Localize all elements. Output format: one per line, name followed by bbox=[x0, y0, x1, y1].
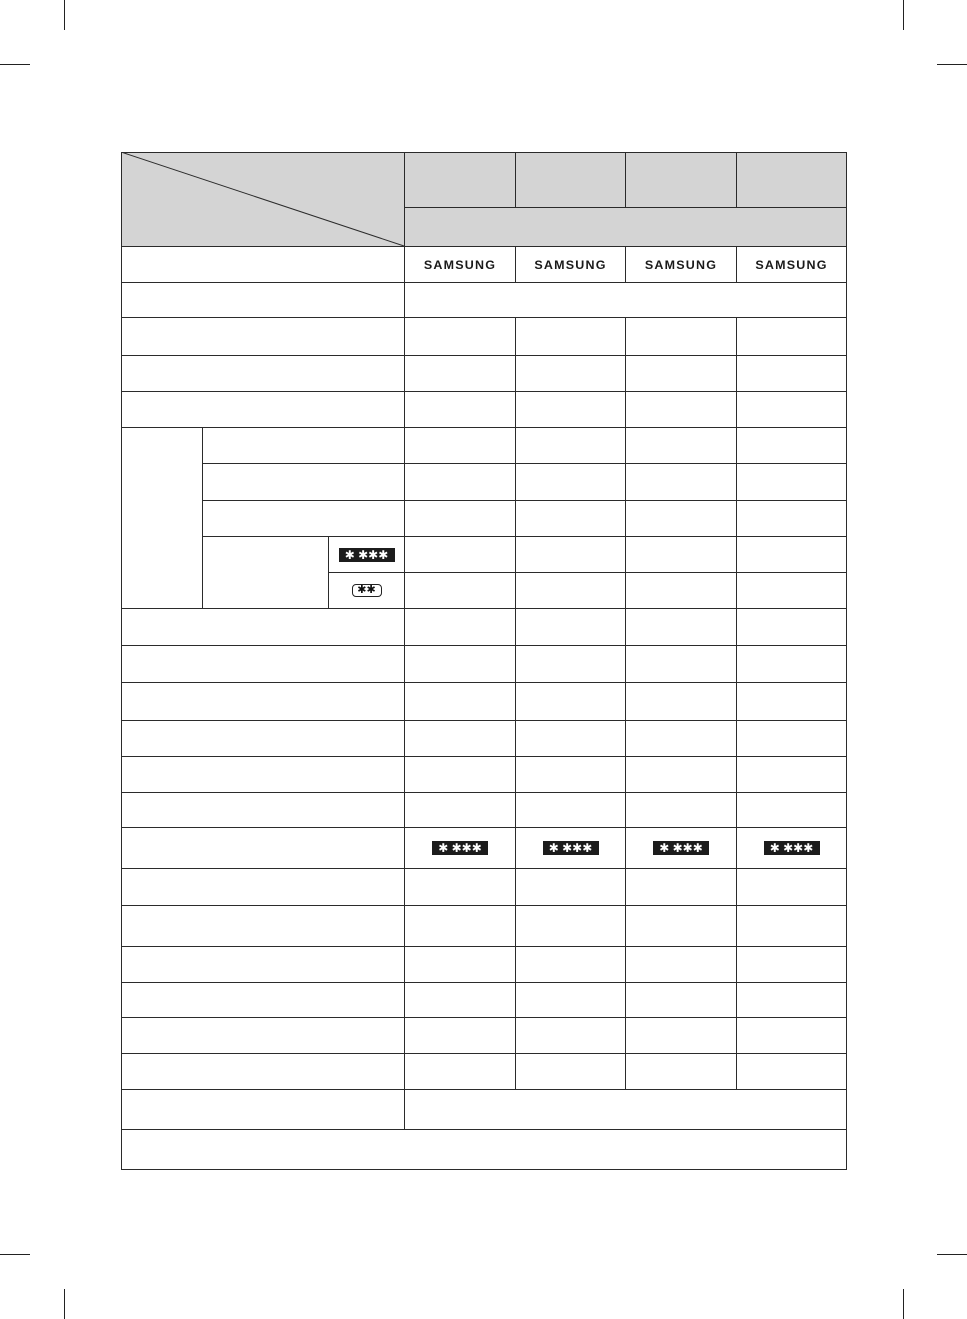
value-cell bbox=[516, 1054, 626, 1090]
value-cell bbox=[405, 428, 516, 464]
value-cell bbox=[516, 1018, 626, 1054]
value-cell bbox=[737, 356, 847, 392]
value-cell bbox=[626, 464, 737, 501]
header-model-cell bbox=[405, 152, 516, 208]
energy-rating-filled-icon: ✱ ✱✱✱ bbox=[543, 841, 599, 855]
value-cell bbox=[516, 721, 626, 757]
sub-label-cell bbox=[203, 501, 405, 537]
merged-value-cell bbox=[405, 1090, 847, 1130]
value-cell bbox=[626, 1018, 737, 1054]
value-cell bbox=[405, 947, 516, 983]
value-cell bbox=[626, 1054, 737, 1090]
header-corner-cell bbox=[121, 152, 405, 247]
energy-rating-filled-icon: ✱ ✱✱✱ bbox=[339, 548, 395, 562]
value-cell bbox=[516, 646, 626, 683]
badge-value-cell bbox=[405, 828, 516, 869]
row-label-cell bbox=[121, 283, 405, 318]
row-label-cell bbox=[121, 906, 405, 947]
value-cell bbox=[737, 757, 847, 793]
value-cell bbox=[405, 757, 516, 793]
row-label-cell bbox=[121, 646, 405, 683]
group-label-cell bbox=[121, 428, 203, 609]
value-cell bbox=[405, 983, 516, 1018]
value-cell bbox=[516, 428, 626, 464]
value-cell bbox=[516, 683, 626, 721]
value-cell bbox=[737, 428, 847, 464]
value-cell bbox=[626, 793, 737, 828]
value-cell bbox=[516, 573, 626, 609]
merged-value-cell bbox=[405, 283, 847, 318]
value-cell bbox=[516, 392, 626, 428]
energy-rating-outline-icon: ✱✱ bbox=[352, 584, 382, 597]
value-cell bbox=[405, 573, 516, 609]
value-cell bbox=[516, 947, 626, 983]
value-cell bbox=[405, 464, 516, 501]
sub-label-cell bbox=[203, 464, 405, 501]
row-label-cell bbox=[121, 947, 405, 983]
value-cell bbox=[626, 983, 737, 1018]
brand-cell bbox=[626, 247, 737, 283]
value-cell bbox=[626, 573, 737, 609]
samsung-logo: SAMSUNG bbox=[644, 257, 718, 272]
value-cell bbox=[737, 1054, 847, 1090]
value-cell bbox=[516, 537, 626, 573]
value-cell bbox=[737, 906, 847, 947]
value-cell bbox=[737, 869, 847, 906]
header-subtitle-cell bbox=[405, 208, 847, 247]
value-cell bbox=[405, 646, 516, 683]
value-cell bbox=[626, 428, 737, 464]
row-label-cell bbox=[121, 318, 405, 356]
value-cell bbox=[626, 947, 737, 983]
row-label-cell bbox=[121, 828, 405, 869]
row-label-cell bbox=[121, 392, 405, 428]
value-cell bbox=[737, 683, 847, 721]
energy-rating-filled-icon: ✱ ✱✱✱ bbox=[653, 841, 709, 855]
row-label-cell bbox=[121, 1054, 405, 1090]
value-cell bbox=[405, 356, 516, 392]
value-cell bbox=[405, 869, 516, 906]
row-label-cell bbox=[121, 247, 405, 283]
value-cell bbox=[626, 869, 737, 906]
value-cell bbox=[737, 464, 847, 501]
brand-cell bbox=[405, 247, 516, 283]
row-label-cell bbox=[121, 683, 405, 721]
header-model-cell bbox=[626, 152, 737, 208]
value-cell bbox=[737, 537, 847, 573]
value-cell bbox=[626, 392, 737, 428]
energy-rating-filled-icon: ✱ ✱✱✱ bbox=[764, 841, 820, 855]
value-cell bbox=[737, 573, 847, 609]
value-cell bbox=[516, 356, 626, 392]
samsung-logo: SAMSUNG bbox=[534, 257, 607, 272]
value-cell bbox=[405, 537, 516, 573]
row-label-cell bbox=[121, 869, 405, 906]
badge-value-cell bbox=[626, 828, 737, 869]
value-cell bbox=[516, 793, 626, 828]
badge-cell bbox=[329, 573, 405, 609]
value-cell bbox=[405, 609, 516, 646]
sub-label-cell bbox=[203, 537, 329, 609]
row-label-cell bbox=[121, 356, 405, 392]
value-cell bbox=[405, 1018, 516, 1054]
badge-cell bbox=[329, 537, 405, 573]
value-cell bbox=[737, 793, 847, 828]
brand-cell bbox=[516, 247, 626, 283]
energy-rating-filled-icon: ✱ ✱✱✱ bbox=[432, 841, 488, 855]
value-cell bbox=[405, 318, 516, 356]
value-cell bbox=[516, 906, 626, 947]
value-cell bbox=[626, 537, 737, 573]
badge-value-cell bbox=[737, 828, 847, 869]
row-label-cell bbox=[121, 1018, 405, 1054]
samsung-logo: SAMSUNG bbox=[755, 257, 828, 272]
value-cell bbox=[516, 464, 626, 501]
value-cell bbox=[737, 1018, 847, 1054]
value-cell bbox=[737, 318, 847, 356]
value-cell bbox=[405, 501, 516, 537]
value-cell bbox=[626, 757, 737, 793]
value-cell bbox=[516, 318, 626, 356]
row-label-cell bbox=[121, 721, 405, 757]
value-cell bbox=[626, 721, 737, 757]
value-cell bbox=[737, 392, 847, 428]
value-cell bbox=[405, 793, 516, 828]
diagonal-divider bbox=[121, 152, 405, 247]
value-cell bbox=[405, 392, 516, 428]
value-cell bbox=[516, 869, 626, 906]
header-model-cell bbox=[516, 152, 626, 208]
value-cell bbox=[737, 947, 847, 983]
brand-cell bbox=[737, 247, 847, 283]
row-label-cell bbox=[121, 1090, 405, 1130]
row-label-cell bbox=[121, 793, 405, 828]
value-cell bbox=[516, 501, 626, 537]
footer-note-cell bbox=[121, 1130, 847, 1170]
row-label-cell bbox=[121, 757, 405, 793]
value-cell bbox=[405, 683, 516, 721]
value-cell bbox=[626, 646, 737, 683]
value-cell bbox=[737, 983, 847, 1018]
samsung-logo: SAMSUNG bbox=[423, 257, 497, 272]
value-cell bbox=[737, 501, 847, 537]
value-cell bbox=[737, 646, 847, 683]
value-cell bbox=[405, 721, 516, 757]
value-cell bbox=[626, 906, 737, 947]
value-cell bbox=[516, 609, 626, 646]
value-cell bbox=[626, 501, 737, 537]
row-label-cell bbox=[121, 983, 405, 1018]
row-label-cell bbox=[121, 609, 405, 646]
badge-value-cell bbox=[516, 828, 626, 869]
value-cell bbox=[516, 757, 626, 793]
value-cell bbox=[405, 1054, 516, 1090]
header-model-cell bbox=[737, 152, 847, 208]
sub-label-cell bbox=[203, 428, 405, 464]
value-cell bbox=[626, 609, 737, 646]
value-cell bbox=[626, 683, 737, 721]
value-cell bbox=[405, 906, 516, 947]
value-cell bbox=[626, 318, 737, 356]
value-cell bbox=[737, 721, 847, 757]
value-cell bbox=[626, 356, 737, 392]
value-cell bbox=[737, 609, 847, 646]
value-cell bbox=[516, 983, 626, 1018]
